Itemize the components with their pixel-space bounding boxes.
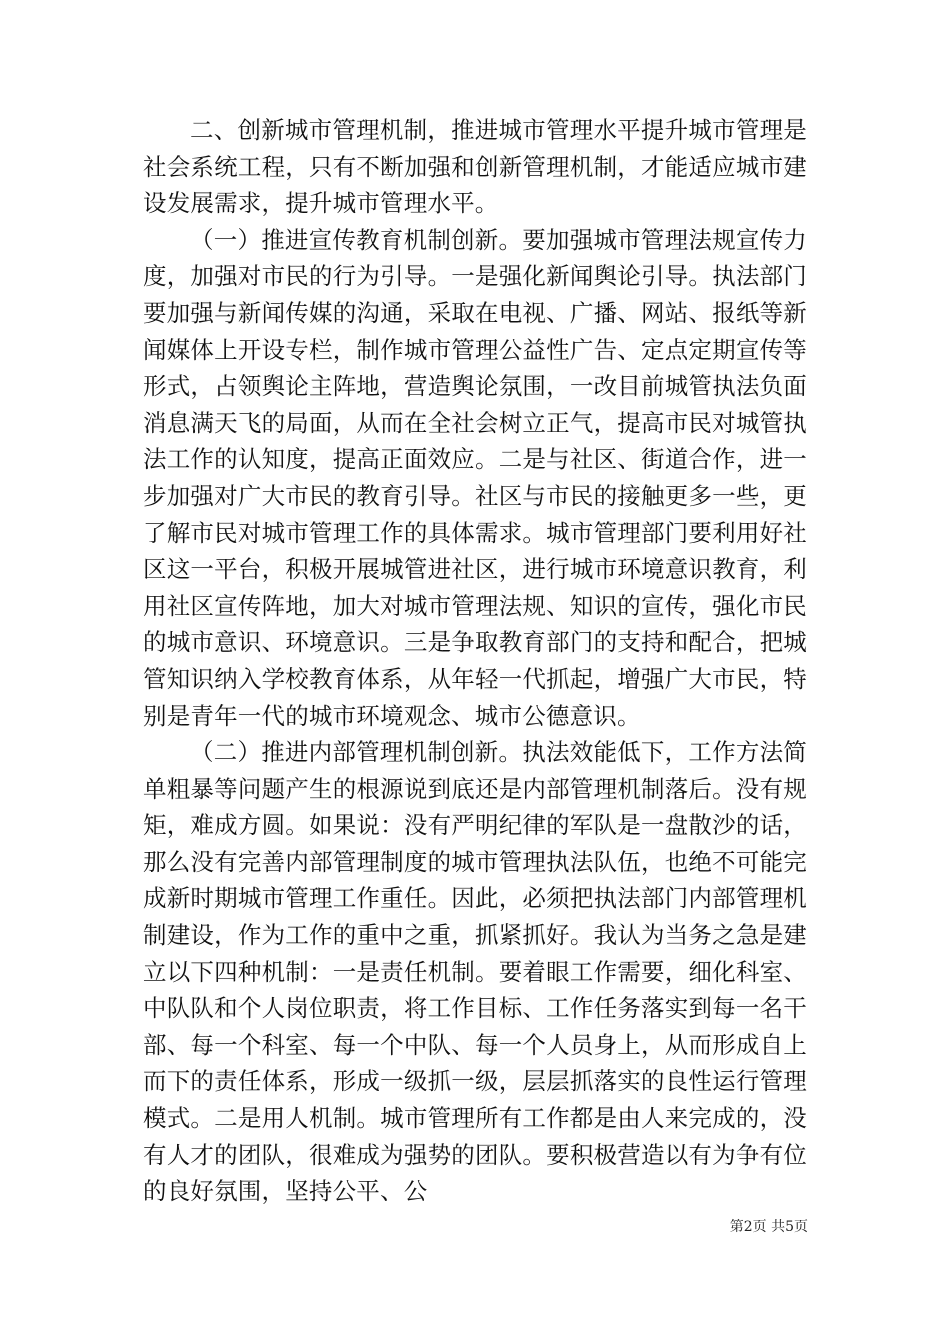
paragraph-section-two-intro: 二、创新城市管理机制，推进城市管理水平提升城市管理是社会系统工程，只有不断加强和创新管理机制，才能适应城市建设发展需求，提升城市管理水平。 <box>143 116 807 218</box>
page-number-footer: 第2页 共5页 <box>729 1219 808 1235</box>
paragraph-publicity-education-mechanism: （一）推进宣传教育机制创新。要加强城市管理法规宣传力度，加强对市民的行为引导。一是强化新闻舆论引导。执法部门要加强与新闻传媒的沟通，采取在电视、广播、网站、报纸等新闻媒体上开设专栏，制作城市管理公益性广告、定点定期宣传等形式，占领舆论主阵地，营造舆论氛围，一改目前城管执法负面消息满天飞的局面，从而在全社会树立正气，提高市民对城管执法工作的认知度，提高正面效应。二是与社区、街道合作，进一步加强对广大市民的教育引导。社区与市民的接触更多一些，更了解市民对城市管理工作的具体需求。城市管理部门要利用好社区这一平台，积极开展城管进社区，进行城市环境意识教育，利用社区宣传阵地，加大对城市管理法规、知识的宣传，强化市民的城市意识、环境意识。三是争取教育部门的支持和配合，把城管知识纳入学校教育体系，从年轻一代抓起，增强广大市民，特别是青年一代的城市环境观念、城市公德意识。 <box>143 225 807 730</box>
document-body <box>143 112 807 1210</box>
paragraph-internal-management-mechanism: （二）推进内部管理机制创新。执法效能低下，工作方法简单粗暴等问题产生的根源说到底还是内部管理机制落后。没有规矩，难成方圆。如果说：没有严明纪律的军队是一盘散沙的话，那么没有完善内部管理制度的城市管理执法队伍，也绝不可能完成新时期城市管理工作重任。因此，必须把执法部门内部管理机制建设，作为工作的重中之重，抓紧抓好。我认为当务之急是建立以下四种机制：一是责任机制。要着眼工作需要，细化科室、中队队和个人岗位职责，将工作目标、工作任务落实到每一名干部、每一个科室、每一个中队、每一个人员身上，从而形成自上而下的责任体系，形成一级抓一级，层层抓落实的良性运行管理模式。二是用人机制。城市管理所有工作都是由人来完成的，没有人才的团队，很难成为强势的团队。要积极营造以有为争有位的良好氛围，坚持公平、公 <box>143 738 807 1206</box>
